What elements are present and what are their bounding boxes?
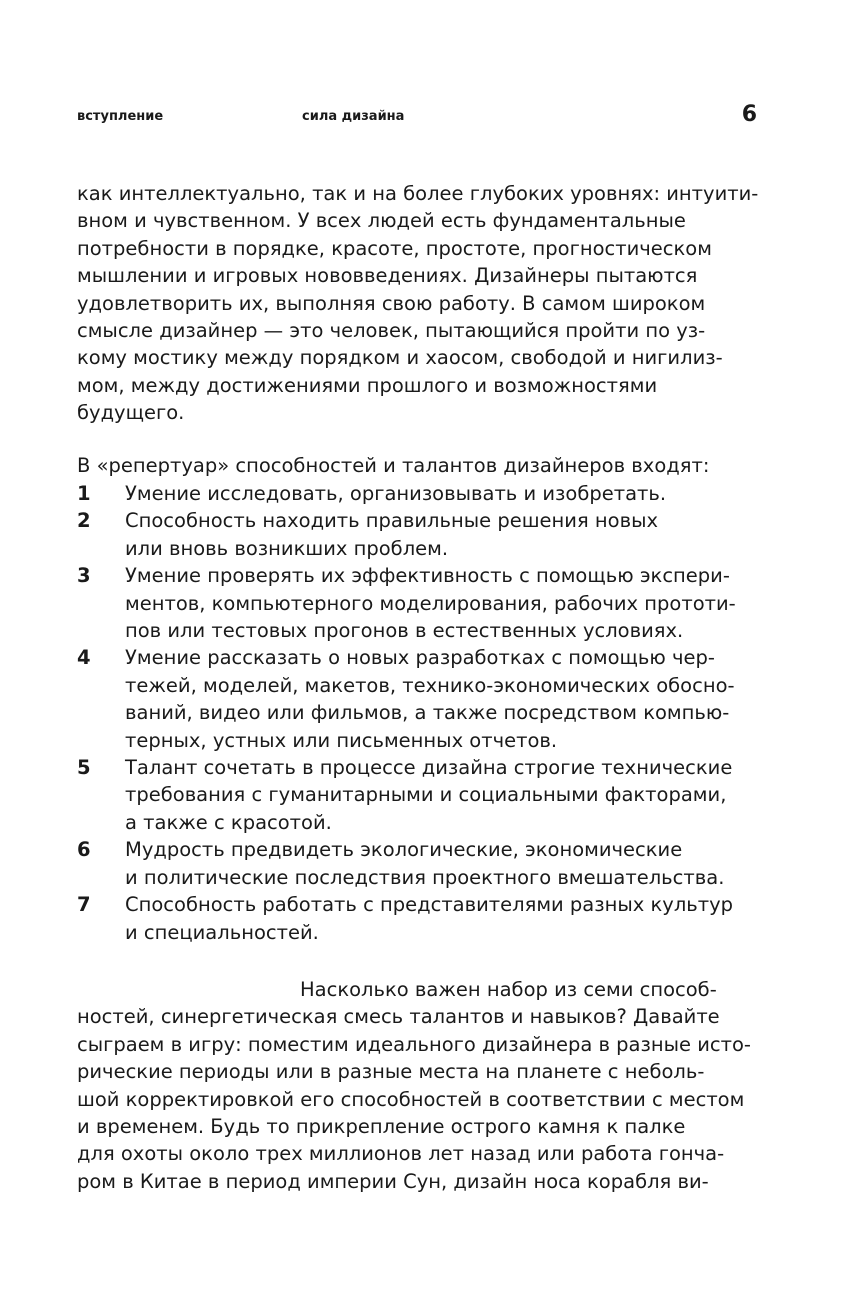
abilities-list — [77, 480, 767, 946]
section-title: вступление — [77, 109, 164, 124]
text-line: мом, между достижениями прошлого и возможностями — [77, 373, 658, 397]
text-line: тежей, моделей, макетов, технико-экономических обосно- — [125, 673, 735, 697]
list-item-text — [77, 836, 767, 891]
list-item-number: 2 — [77, 509, 91, 533]
text-line: ностей, синергетическая смесь талантов и навыков? Давайте — [77, 1005, 720, 1029]
page-number: 6 — [741, 102, 757, 127]
text-line: требования с гуманитарными и социальными факторами, — [125, 783, 727, 807]
list-item-number: 5 — [77, 756, 91, 780]
text-line: потребности в порядке, красоте, простоте, прогностическом — [77, 236, 712, 260]
list-item-number: 6 — [77, 838, 91, 862]
text-line: для охоты около трех миллионов лет назад или работа гонча- — [77, 1142, 725, 1166]
list-item-text — [77, 754, 767, 836]
text-line: Умение исследовать, организовывать и изобретать. — [125, 482, 667, 505]
list-item-number: 3 — [77, 564, 91, 588]
text-line: Способность работать с представителями разных культур — [125, 893, 734, 917]
text-line: и специальностей. — [125, 920, 319, 944]
text-line: Умение рассказать о новых разработках с помощью чер- — [125, 646, 715, 670]
list-item — [77, 754, 767, 836]
list-item-text — [77, 480, 767, 507]
chapter-title: сила дизайна — [302, 109, 405, 124]
text-line: ментов, компьютерного моделирования, рабочих прототи- — [125, 591, 736, 615]
text-line: Умение проверять их эффективность с помощью экспери- — [125, 564, 730, 588]
running-head — [77, 102, 757, 129]
text-line: Способность находить правильные решения новых — [125, 509, 659, 533]
list-item — [77, 836, 767, 891]
list-item-number: 4 — [77, 646, 91, 670]
text-line: Мудрость предвидеть экологические, экономические — [125, 838, 683, 862]
list-item-text — [77, 644, 767, 754]
list-item — [77, 644, 767, 754]
text-line: и временем. Будь то прикрепление острого камня к палке — [77, 1115, 686, 1139]
text-line: шой корректировкой его способностей в соответствии с местом — [77, 1087, 745, 1111]
list-item-number: 1 — [77, 482, 91, 505]
text-line: а также с красотой. — [125, 810, 332, 834]
list-item-number: 7 — [77, 893, 91, 917]
list-item — [77, 562, 767, 644]
text-line: удовлетворить их, выполняя свою работу. В самом широком — [77, 291, 706, 315]
text-line: и политические последствия проектного вмешательства. — [125, 865, 725, 889]
text-line: ваний, видео или фильмов, а также посредством компью- — [125, 701, 730, 725]
list-item — [77, 480, 767, 507]
text-line: смысле дизайнер — это человек, пытающийся пройти по уз- — [77, 319, 706, 343]
text-line: мышлении и игровых нововведениях. Дизайнеры пытаются — [77, 264, 698, 288]
text-line: В «репертуар» способностей и талантов дизайнеров входят: — [77, 454, 710, 477]
paragraph-1 — [77, 180, 767, 427]
list-item — [77, 507, 767, 562]
text-line: пов или тестовых прогонов в естественных условиях. — [125, 619, 684, 643]
list-item-text — [77, 891, 767, 946]
paragraph-2 — [77, 976, 767, 1195]
text-line: сыграем в игру: поместим идеального дизайнера в разные исто- — [77, 1032, 751, 1056]
list-intro — [77, 452, 767, 479]
text-line: будущего. — [77, 401, 185, 425]
text-line: Талант сочетать в процессе дизайна строгие технические — [125, 756, 733, 780]
text-line: ром в Китае в период империи Сун, дизайн носа корабля ви- — [77, 1169, 709, 1193]
text-line: вном и чувственном. У всех людей есть фундаментальные — [77, 209, 686, 233]
list-item-text — [77, 507, 767, 562]
text-line: рические периоды или в разные места на планете с неболь- — [77, 1060, 705, 1084]
list-item-text — [77, 562, 767, 644]
text-line: или вновь возникших проблем. — [125, 536, 449, 560]
text-line: терных, устных или письменных отчетов. — [125, 728, 558, 752]
text-line: кому мостику между порядком и хаосом, свободой и нигилиз- — [77, 346, 723, 370]
text-line: Насколько важен набор из семи способ- — [300, 978, 717, 1001]
list-item — [77, 891, 767, 946]
text-line: как интеллектуально, так и на более глубоких уровнях: интуити- — [77, 182, 759, 205]
